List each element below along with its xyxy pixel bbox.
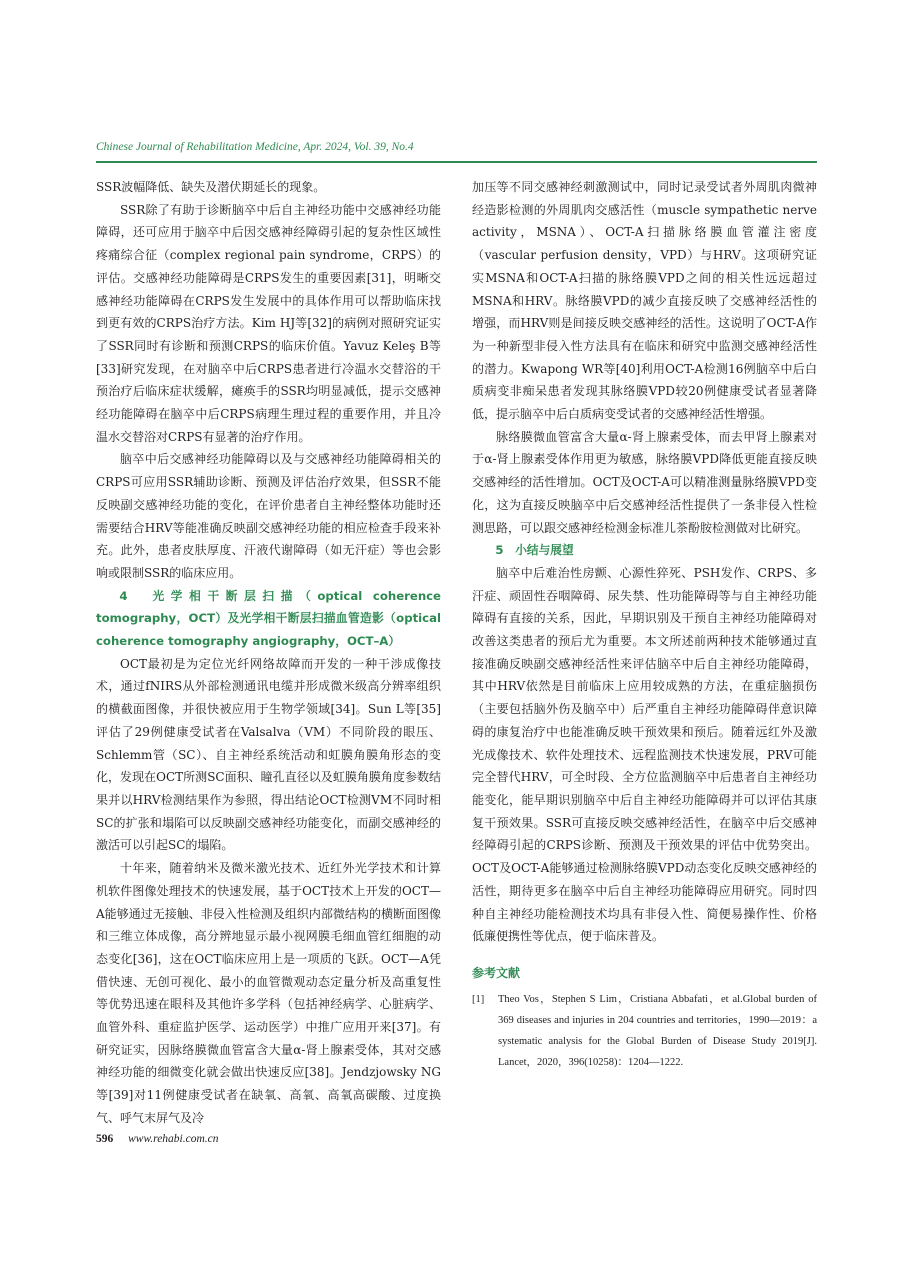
paragraph: SSR波幅降低、缺失及潜伏期延长的现象。 [96, 180, 326, 194]
references-title: 参考文献 [472, 965, 521, 980]
page-number: 596 [96, 1133, 114, 1145]
paragraph: 加压等不同交感神经刺激测试中，同时记录受试者外周肌肉微神经造影检测的外周肌肉交感活性（muscle sympathetic nerve activity，MSNA）、OCT-A扫描脉络膜血管灌注密度（vascular perfusion density，VPD）与HRV。这项研究证实MSNA和OCT-A扫描的脉络膜VPD之间的相关性远远超过MSNA和HRV。脉络膜VPD的减少直接反映了交感神经活性的增强，而HRV则是间接反映交感神经的活性。这说明了OCT-A作为一种新型非侵入性方法具有在临床和研究中监测交感神经活性的潜力。Kwapong WR等[40]利用OCT-A检测16例脑卒中后白质病变非痴呆患者发现其脉络膜VPD较20例健康受试者显著降低，提示脑卒中后白质病变受试者的交感神经活性增强。 [472, 180, 817, 422]
right-column [472, 176, 817, 1073]
reference-item [472, 989, 817, 1073]
left-column [96, 176, 441, 1130]
paragraph: 脑卒中后难治性房颤、心源性猝死、PSH发作、CRPS、多汗症、顽固性吞咽障碍、尿失禁、性功能障碍等与自主神经功能障碍有直接的关系，因此，早期识别及干预自主神经功能障碍对改善这类患者的预后尤为重要。本文所述前两种技术能够通过直接准确反映副交感神经活性来评估脑卒中后自主神经功能障碍，其中HRV依然是目前临床上应用较成熟的方法，在重症脑损伤（主要包括脑外伤及脑卒中）后严重自主神经功能障碍伴意识障碍的康复治疗中也能准确反映干预效果和预后。随着远红外及激光成像技术、软件处理技术、远程监测技术快速发展，PRV可能完全替代HRV，可全时段、全方位监测脑卒中后患者自主神经功能变化，能早期识别脑卒中后自主神经功能障碍并可以评估其康复干预效果。SSR可直接反映交感神经活性，在脑卒中后交感神经障碍引起的CRPS诊断、预测及干预效果的评估中优势突出。OCT及OCT-A能够通过检测脉络膜VPD动态变化反映交感神经的活性，期待更多在脑卒中后自主神经功能障碍应用研究。同时四种自主神经功能检测技术均具有非侵入性、简便易操作性、价格低廉便携性等优点，便于临床普及。 [472, 565, 817, 944]
section-heading: 4 光学相干断层扫描（optical coherence tomography，OCT）及光学相干断层扫描血管造影（optical coherence tomography angiography，OCT–A） [96, 588, 441, 649]
reference-number: [1] [472, 993, 485, 1005]
journal-header: Chinese Journal of Rehabilitation Medicine, Apr. 2024, Vol. 39, No.4 [96, 141, 414, 153]
footer-url: www.rehabi.com.cn [128, 1133, 219, 1145]
header-rule [96, 161, 817, 163]
paragraph: 脑卒中后交感神经功能障碍以及与交感神经功能障碍相关的CRPS可应用SSR辅助诊断、预测及评估治疗效果，但SSR不能反映副交感神经功能的变化，在评价患者自主神经整体功能时还需要结合HRV等能准确反映副交感神经功能的相应检查手段来补充。此外，患者皮肤厚度、汗液代谢障碍（如无汗症）等也会影响或限制SSR的临床应用。 [96, 452, 441, 580]
page-footer [96, 1133, 219, 1145]
section-heading: 5 小结与展望 [495, 543, 574, 558]
paragraph: OCT最初是为定位光纤网络故障而开发的一种干涉成像技术，通过fNIRS从外部检测通讯电缆并形成微米级高分辨率组织的横截面图像，并很快被应用于生物学领域[34]。Sun L等[35]评估了29例健康受试者在Valsalva（VM）不同阶段的眼压、Schlemm管（SC）、自主神经系统活动和虹膜角膜角形态的变化，发现在OCT所测SC面积、瞳孔直径以及虹膜角膜角度参数结果并以HRV检测结果作为参照，得出结论OCT检测VM不同时相SC的扩张和塌陷可以反映副交感神经功能变化，而副交感神经的激活可以引起SC的塌陷。 [96, 656, 441, 853]
paragraph: 十年来，随着纳米及微米激光技术、近红外光学技术和计算机软件图像处理技术的快速发展，基于OCT技术上开发的OCT—A能够通过无接触、非侵入性检测及组织内部微结构的横断面图像和三维立体成像，高分辨地显示最小视网膜毛细血管红细胞的动态变化[36]，这在OCT临床应用上是一项质的飞跃。OCT—A凭借快速、无创可视化、最小的血管微观动态定量分析及高重复性等优势迅速在眼科及其他许多学科（包括神经病学、心脏病学、血管外科、重症监护医学、运动医学）中推广应用开来[37]。有研究证实，因脉络膜微血管富含大量α-肾上腺素受体，其对交感神经功能的细微变化就会做出快速反应[38]。Jendzjowsky NG等[39]对11例健康受试者在缺氧、高氧、高氧高碳酸、过度换气、呼气末屏气及冷 [96, 861, 441, 1125]
paragraph: 脉络膜微血管富含大量α-肾上腺素受体，而去甲肾上腺素对于α-肾上腺素受体作用更为敏感，脉络膜VPD降低更能直接反映交感神经的活性增加。OCT及OCT-A可以精准测量脉络膜VPD变化，这为直接反映脑卒中后交感神经活性提供了一条非侵入性检测思路，可以跟交感神经检测金标准儿茶酚胺检测做对比研究。 [472, 429, 817, 535]
paragraph: SSR除了有助于诊断脑卒中后自主神经功能中交感神经功能障碍，还可应用于脑卒中后因交感神经障碍引起的复杂性区域性疼痛综合征（complex regional pain syndrome，CRPS）的评估。交感神经功能障碍是CRPS发生的重要因素[31]，明晰交感神经功能障碍在CRPS发生发展中的具体作用可以帮助临床找到更有效的CRPS治疗方法。Kim HJ等[32]的病例对照研究证实了SSR同时有诊断和预测CRPS的临床价值。Yavuz Keleş B等[33]研究发现，在对脑卒中后CRPS患者进行冷温水交替浴的干预治疗后临床症状缓解，瘫痪手的SSR均明显减低，提示交感神经功能障碍在脑卒中后CRPS病理生理过程的重要作用，并且冷温水交替浴对CRPS有显著的治疗作用。 [96, 202, 441, 444]
reference-text: Theo Vos，Stephen S Lim，Cristiana Abbafati，et al.Global burden of 369 diseases and injuries in 204 countries and territories，1990—2019：a systematic analysis for the Global Burden of Disease Study 2019[J]. Lancet，2020，396(10258)：1204—1222. [498, 993, 817, 1068]
